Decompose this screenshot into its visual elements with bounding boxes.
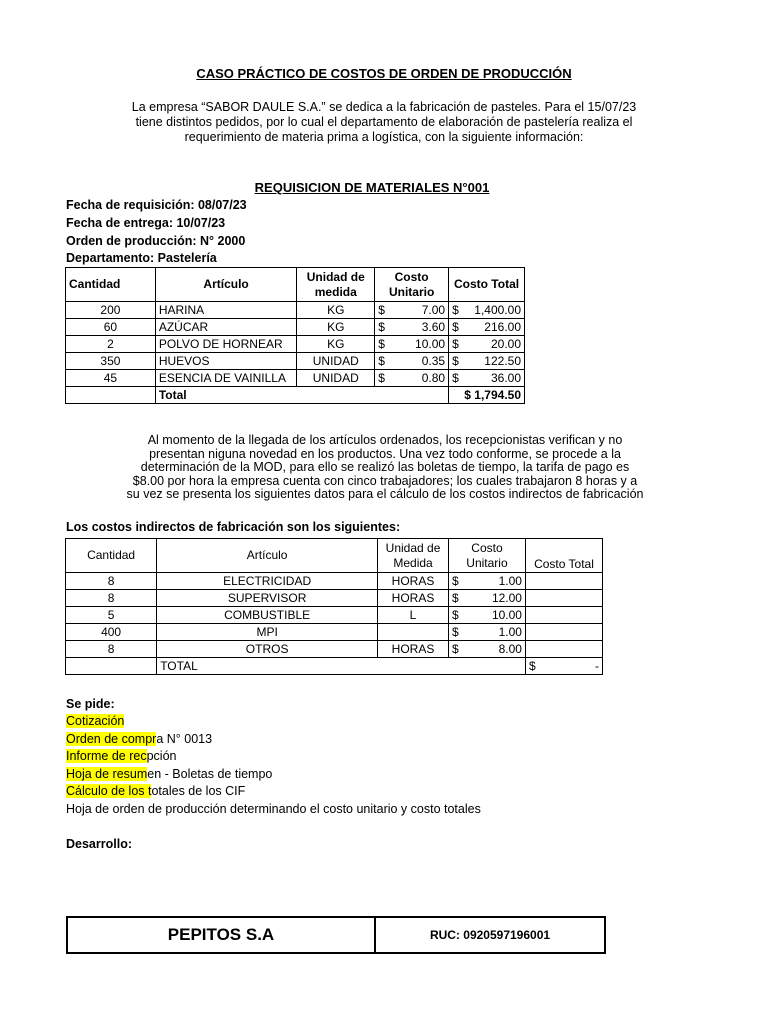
item-cell: POLVO DE HORNEAR: [155, 336, 297, 353]
item-cell: COMBUSTIBLE: [157, 607, 378, 624]
intro-line: tiene distintos pedidos, por lo cual el departamento de elaboración de pastelería realiza el: [135, 115, 633, 129]
qty-cell: 45: [66, 370, 156, 387]
qty-cell: 60: [66, 319, 156, 336]
cost-cell: $ 8.00: [448, 641, 525, 658]
unit-cell: HORAS: [378, 641, 449, 658]
unit-cell: UNIDAD: [297, 370, 375, 387]
column-header: Costo Unitario: [448, 539, 525, 573]
qty-cell: 200: [66, 302, 156, 319]
intro-paragraph: [68, 100, 700, 145]
total-label: Total: [155, 387, 448, 404]
paragraph-line: su vez se presenta los siguientes datos para el cálculo de los costos indirectos de fabricación: [126, 487, 644, 501]
total-row: [66, 658, 603, 675]
item-cell: ELECTRICIDAD: [157, 573, 378, 590]
total-cell: [525, 607, 602, 624]
total-cell: [525, 590, 602, 607]
total-cell: $ 216.00: [449, 319, 525, 336]
unit-cell: KG: [297, 336, 375, 353]
column-header: Cantidad: [66, 539, 157, 573]
unit-cell: HORAS: [378, 573, 449, 590]
table-row: [66, 319, 525, 336]
intro-line: requerimiento de materia prima a logística, con la siguiente información:: [184, 130, 584, 144]
intro-line: La empresa “SABOR DAULE S.A.” se dedica a la fabricación de pasteles. Para el 15/07/23: [131, 100, 637, 114]
unit-cell: [378, 624, 449, 641]
cost-cell: $ 1.00: [448, 573, 525, 590]
paragraph-line: $8.00 por hora la empresa cuenta con cinco trabajadores; los cuales trabajaron 8 horas y a: [132, 473, 638, 488]
qty-cell: 5: [66, 607, 157, 624]
delivery-date: Fecha de entrega: 10/07/23: [66, 216, 226, 230]
table-row: [66, 607, 603, 624]
qty-cell: 400: [66, 624, 157, 641]
se-pide-label: Se pide:: [66, 697, 115, 711]
table-header-row: [66, 268, 525, 302]
qty-cell: 8: [66, 641, 157, 658]
mod-paragraph: [80, 434, 690, 502]
unit-cell: KG: [297, 302, 375, 319]
item-cell: SUPERVISOR: [157, 590, 378, 607]
total-cell: [525, 641, 602, 658]
cost-cell: $ 0.80: [375, 370, 449, 387]
total-value: $ -: [525, 658, 602, 675]
item-cell: HUEVOS: [155, 353, 297, 370]
item-cell: ESENCIA DE VAINILLA: [155, 370, 297, 387]
cost-cell: $ 0.35: [375, 353, 449, 370]
total-cell: $ 1,400.00: [449, 302, 525, 319]
column-header: Cantidad: [66, 268, 156, 302]
table-row: [66, 370, 525, 387]
total-cell: $ 20.00: [449, 336, 525, 353]
table-row: [66, 353, 525, 370]
unit-cell: KG: [297, 319, 375, 336]
requisition-table: [65, 267, 525, 404]
task-item: Orden de compra N° 0013: [66, 732, 213, 746]
table-header-row: [66, 539, 603, 573]
cost-cell: $ 12.00: [448, 590, 525, 607]
department: Departamento: Pastelería: [66, 251, 217, 265]
paragraph-line: determinación de la MOD, para ello se realizó las boletas de tiempo, la tarifa de pago es: [140, 460, 630, 474]
item-cell: MPI: [157, 624, 378, 641]
table-row: [66, 624, 603, 641]
cost-cell: $ 7.00: [375, 302, 449, 319]
total-row: [66, 387, 525, 404]
cif-table: [65, 538, 603, 675]
task-item: Cálculo de los totales de los CIF: [66, 784, 246, 798]
total-label: TOTAL: [157, 658, 526, 675]
column-header: Costo Total: [449, 268, 525, 302]
column-header: Unidad de medida: [297, 268, 375, 302]
total-cell: $ 36.00: [449, 370, 525, 387]
table-row: [66, 573, 603, 590]
item-cell: HARINA: [155, 302, 297, 319]
cif-heading: Los costos indirectos de fabricación son los siguientes:: [66, 520, 401, 534]
column-header: Artículo: [157, 539, 378, 573]
document-title: CASO PRÁCTICO DE COSTOS DE ORDEN DE PRODUCCIÓN: [196, 66, 572, 81]
qty-cell: 8: [66, 573, 157, 590]
table-row: [66, 641, 603, 658]
column-header: Unidad de Medida: [378, 539, 449, 573]
total-cell: $ 122.50: [449, 353, 525, 370]
table-row: [66, 590, 603, 607]
company-name: PEPITOS S.A: [68, 918, 376, 952]
column-header: Artículo: [155, 268, 297, 302]
cost-cell: $ 1.00: [448, 624, 525, 641]
task-item: Hoja de resumen - Boletas de tiempo: [66, 767, 273, 781]
cost-cell: $ 10.00: [375, 336, 449, 353]
qty-cell: 350: [66, 353, 156, 370]
unit-cell: UNIDAD: [297, 353, 375, 370]
item-cell: AZÚCAR: [155, 319, 297, 336]
cost-cell: $ 3.60: [375, 319, 449, 336]
total-value: $ 1,794.50: [449, 387, 525, 404]
requisition-date: Fecha de requisición: 08/07/23: [66, 198, 247, 212]
task-item: Cotización: [66, 714, 125, 728]
company-footer: [66, 916, 606, 954]
item-cell: OTROS: [157, 641, 378, 658]
column-header: Costo Total: [525, 539, 602, 573]
total-cell: [525, 624, 602, 641]
requisition-title: REQUISICION DE MATERIALES N°001: [254, 180, 490, 195]
table-row: [66, 302, 525, 319]
paragraph-line: Al momento de la llegada de los artículos ordenados, los recepcionistas verifican y no: [147, 433, 623, 447]
desarrollo-label: Desarrollo:: [66, 837, 132, 851]
table-row: [66, 336, 525, 353]
cost-cell: $ 10.00: [448, 607, 525, 624]
task-item: Hoja de orden de producción determinando el costo unitario y costo totales: [66, 802, 481, 816]
qty-cell: 2: [66, 336, 156, 353]
total-cell: [525, 573, 602, 590]
column-header: Costo Unitario: [375, 268, 449, 302]
unit-cell: HORAS: [378, 590, 449, 607]
qty-cell: 8: [66, 590, 157, 607]
production-order: Orden de producción: N° 2000: [66, 234, 246, 248]
task-item: Informe de recpción: [66, 749, 177, 763]
unit-cell: L: [378, 607, 449, 624]
ruc-number: RUC: 0920597196001: [429, 928, 551, 942]
paragraph-line: presentan niguna novedad en los productos. Una vez todo conforme, se procede a la: [149, 446, 621, 461]
